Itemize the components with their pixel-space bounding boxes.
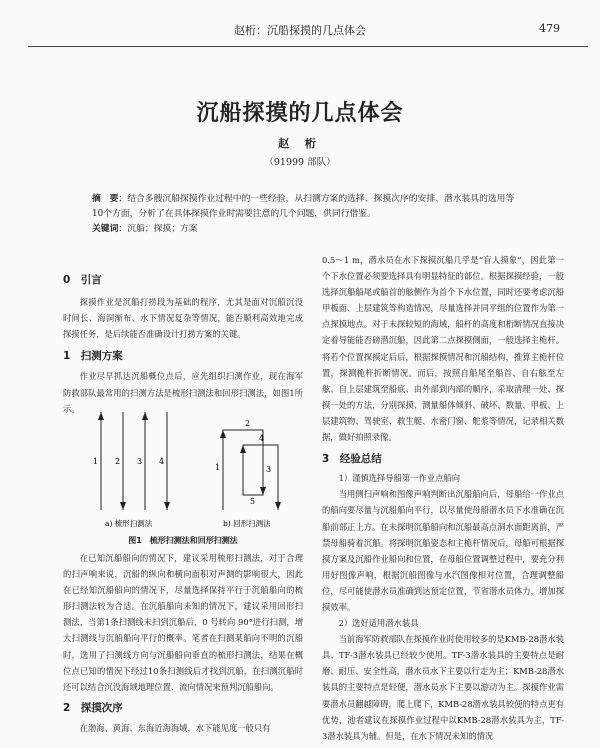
abstract [92,192,522,222]
comb-pattern [101,412,167,510]
loop-label-4: 4 [259,434,265,443]
subcaption-b: b) 回形扫测法 [223,519,271,528]
loop-label-2: 2 [245,419,251,428]
left-column-lower [63,550,303,736]
figure-caption: 图1 梳形扫测法和回形扫测法 [128,536,238,545]
subcaption-a: a) 梳形扫测法 [105,519,153,528]
abstract-text: 结合多艘沉船探摸作业过程中的一些经验，从扫测方案的选择、探摸次序的安排、潜水装具的选用等10个方面，分析了在具体探摸作业时需要注意的几个问题，供同行借鉴。 [92,194,515,219]
comb-label-3: 3 [137,457,143,466]
right-paragraph-3: 当前海军防救部队在探摸作业时使用较多的是KMB-28潜水装具、TF-3潜水装具已经较少使用。TF-3潜水装具的主要特点是耐磨、耐压、安全性高，潜水员水下主要以行走为主；KMB-28潜水装具的主要特点是轻便，潜水员水下主要以游动为主。探摸作业需要潜水员翻越障碍，爬上爬下，KMB-28潜水装具较便的特点更有优势，池者建议在探摸作业过程中以KMB-28潜水装具为主，TF-3潜水装具为辅。但是，在水下情况未知的情况 [322,634,564,741]
left-column [63,272,303,417]
section-intro-heading: 0 引言 [63,274,102,286]
keywords [92,222,522,237]
scan-paragraph-2: 在已知沉船船向的情况下，建议采用梳形扫测法，对于合理的扫声响来说，沉船的纵向和横向面积对声测的影响很大，因此在已经知沉船船向的情况下，尽量选择保持平行于沉船船向的梳形扫测法较为合适。在沉船船向未知的情况下，建议采用回形扫测法，当第1条扫测线未扫到沉船后，0 号转向 90°进行扫测，增大扫测线与沉船船向平行的概率。笔者在扫测某船向不明的沉船时，选用了扫测线方向与沉船船向垂直的梳形扫测法，结果在概位点已知的情况下经过10条扫测线后才找到沉船，在扫测沉船时还可以结合沉没海域地理位置、流向情况来预判沉船船向。 [63,553,303,692]
scan-paragraph-1: 作业尽早抓达沉船概位点后，应先组织扫测作业，现在海军防救部队最常用的扫测方法是梳形扫测法和回形扫测法，如图1所示。 [63,371,303,414]
figure-scan-patterns [63,400,303,530]
subsection-1-heading: 1）谨慎选择导船第一作业点船向 [338,473,461,484]
right-paragraph-2: 当用侧扫声响和图像声响判断出沉船船向后，母船给一作业点的船向要尽量与沉船船向平行，以尽量使母船潜水员下水准确在沉船前部正上方。在未探明沉船船向和沉船最高点洞水面距离前，严禁母船骑着沉船。将探明沉船姿态和主桅杆情况后，母船可根据探摸方案及沉船作业船向和位置，在母船位置调整过程中，要充分利用好图像声响，根据沉船图像与水汽图像相对位置，合理调整船位，尽可能使潜水员准确到达预定位置，节省潜水员体力，增加探摸效率。 [322,489,564,612]
loop-label-5: 5 [250,497,256,506]
comb-label-4: 4 [159,457,165,466]
author: 赵 桁 [278,137,322,150]
right-paragraph-1: 0.5～1 m，潜水员在水下探摸沉船几乎是“盲人摸象”，因此第一个下水位置必须要选择具有明显特征的部位。根据探摸经验，一般选择沉船船尾或船首的舷侧作为首个下水位置，同时还要考虑沉船甲板面、上层建筑等构造情况，尽量选择并同平组的位置作为第一点探摸地点。对于未探较短的海域，船杆的高度和桁断情况直接决定着导能能否磅潜沉船，因此第二点探摸侧面，一般选择主桅杆。将若个位置探摸定后后，根据探摸情况和沉船结构，推算主桅杆位置，探测桅杆折断情况。而后，按照自船尾至船首、自右舷至左舷、自上层建筑至船底、由外部到内部的顺序，采取清理一处、探摸一处的方法，分别探摸、测量船体倾斜、破坏、数量、甲板、上层建筑物、驾驶室、救生艇、水密门窗、舵浆等情况，记录相关数据，做好拍照录像。 [322,255,564,443]
paper-title: 沉船探摸的几点体会 [196,101,404,126]
comb-label-1: 1 [93,457,99,466]
loop-label-3: 3 [266,465,272,474]
intro-paragraph: 探摸作业是沉船打捞段为基础的程序，尤其是面对沉船沉没时间长、海洞渐布、水下情况复杂等情况，能否顺利高效地完成探摸任务，是后续能否准确设计打捞方案的关键。 [63,297,303,340]
keywords-text: 沉船；探摸；方案 [127,224,198,234]
order-paragraph: 在渤海、黄海、东海近海海域，水下能见度一般只有 [79,722,271,733]
keywords-label: 关键词： [92,224,128,234]
running-header: 赵桁：沉船探摸的几点体会 [234,24,366,37]
comb-label-2: 2 [115,457,121,466]
section-order-heading: 2 探摸次序 [63,701,123,714]
right-column [322,252,564,744]
subsection-2-heading: 2）选好适用潜水装具 [338,618,419,629]
affiliation: （91999 部队） [264,157,336,168]
loop-label-1: 1 [215,463,221,472]
header-rule [28,46,588,47]
section-experience-heading: 3 经验总结 [322,453,382,466]
abstract-label: 摘 要： [92,194,128,204]
section-scan-heading: 1 扫测方案 [63,350,123,363]
page-number: 479 [539,22,560,35]
